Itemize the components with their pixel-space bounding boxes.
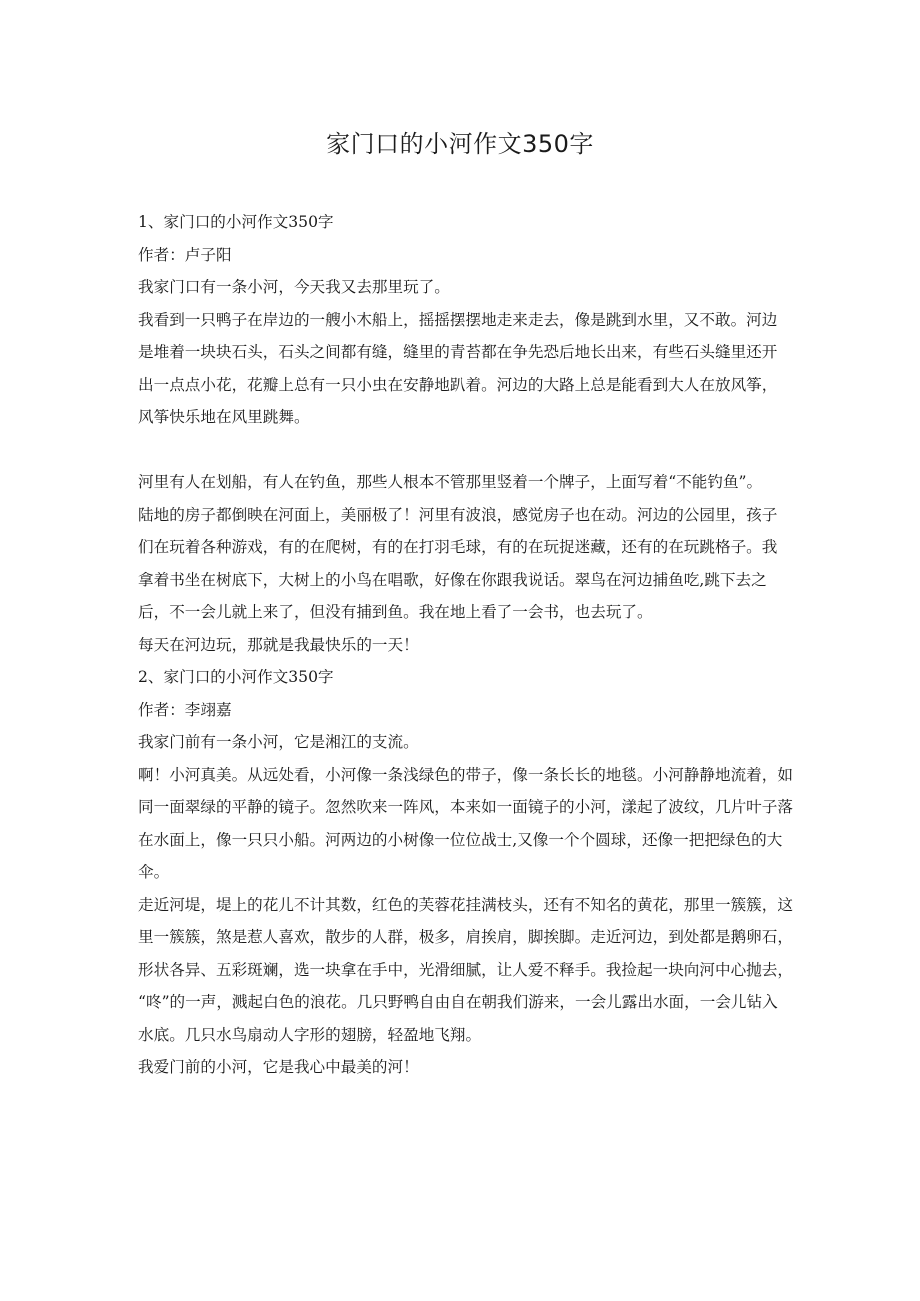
paragraph-line: 我家门前有一条小河，它是湘江的支流。 <box>138 733 419 751</box>
document-title: 家门口的小河作文350字 <box>326 130 594 158</box>
paragraph-line: 啊！小河真美。从远处看，小河像一条浅绿色的带子，像一条长长的地毯。小河静静地流着，如 <box>138 765 793 784</box>
paragraph-line: 形状各异、五彩斑斓，选一块拿在手中，光滑细腻，让人爱不释手。我捡起一块向河中心抛去， <box>138 960 793 979</box>
paragraph-line: 每天在河边玩，那就是我最快乐的一天！ <box>138 635 419 654</box>
paragraph-line: 水底。几只水鸟扇动人字形的翅膀，轻盈地飞翔。 <box>138 1025 482 1044</box>
paragraph-line: 们在玩着各种游戏，有的在爬树，有的在打羽毛球，有的在玩捉迷藏，还有的在玩跳格子。我 <box>138 538 778 556</box>
paragraph-line: 后，不一会儿就上来了，但没有捕到鱼。我在地上看了一会书，也去玩了。 <box>138 603 653 621</box>
paragraph-line: “咚”的一声，溅起白色的浪花。几只野鸭自由自在朝我们游来，一会儿露出水面，一会儿钻入 <box>138 993 778 1011</box>
paragraph-line: 伞。 <box>138 863 170 881</box>
paragraph-line: 在水面上，像一只只小船。河两边的小树像一位位战士,又像一个个圆球，还像一把把绿色的大 <box>138 830 783 849</box>
paragraph-line: 是堆着一块块石头，石头之间都有缝，缝里的青苔都在争先恐后地长出来，有些石头缝里还开 <box>138 343 778 361</box>
paragraph-line: 风筝快乐地在风里跳舞。 <box>138 408 310 426</box>
document-body <box>138 206 793 1084</box>
essay-author: 作者：李翊嘉 <box>138 700 232 719</box>
paragraph-line: 我家门口有一条小河，今天我又去那里玩了。 <box>138 278 450 296</box>
blank-line <box>138 434 788 467</box>
essay-author: 作者：卢子阳 <box>138 245 232 264</box>
paragraph-line: 出一点点小花，花瓣上总有一只小虫在安静地趴着。河边的大路上总是能看到大人在放风筝， <box>138 375 778 394</box>
essay-heading: 2、家门口的小河作文350字 <box>138 668 334 686</box>
paragraph-line: 里一簇簇，煞是惹人喜欢，散步的人群，极多，肩挨肩，脚挨脚。走近河边，到处都是鹅卵石， <box>138 928 793 946</box>
paragraph-line: 走近河堤，堤上的花儿不计其数，红色的芙蓉花挂满枝头，还有不知名的黄花，那里一簇簇，这 <box>138 895 793 914</box>
paragraph-line: 陆地的房子都倒映在河面上，美丽极了！河里有波浪，感觉房子也在动。河边的公园里，孩子 <box>138 505 778 524</box>
paragraph-line: 河里有人在划船，有人在钓鱼，那些人根本不管那里竖着一个牌子，上面写着“不能钓鱼”。 <box>138 473 763 491</box>
paragraph-line: 拿着书坐在树底下，大树上的小鸟在唱歌，好像在你跟我说话。翠鸟在河边捕鱼吃,跳下去之 <box>138 570 767 589</box>
essay-heading: 1、家门口的小河作文350字 <box>138 213 334 231</box>
paragraph-line: 我爱门前的小河，它是我心中最美的河！ <box>138 1058 419 1076</box>
paragraph-line: 我看到一只鸭子在岸边的一艘小木船上，摇摇摆摆地走来走去，像是跳到水里，又不敢。河边 <box>138 310 778 329</box>
paragraph-line: 同一面翠绿的平静的镜子。忽然吹来一阵风，本来如一面镜子的小河，漾起了波纹，几片叶子落 <box>138 798 793 816</box>
